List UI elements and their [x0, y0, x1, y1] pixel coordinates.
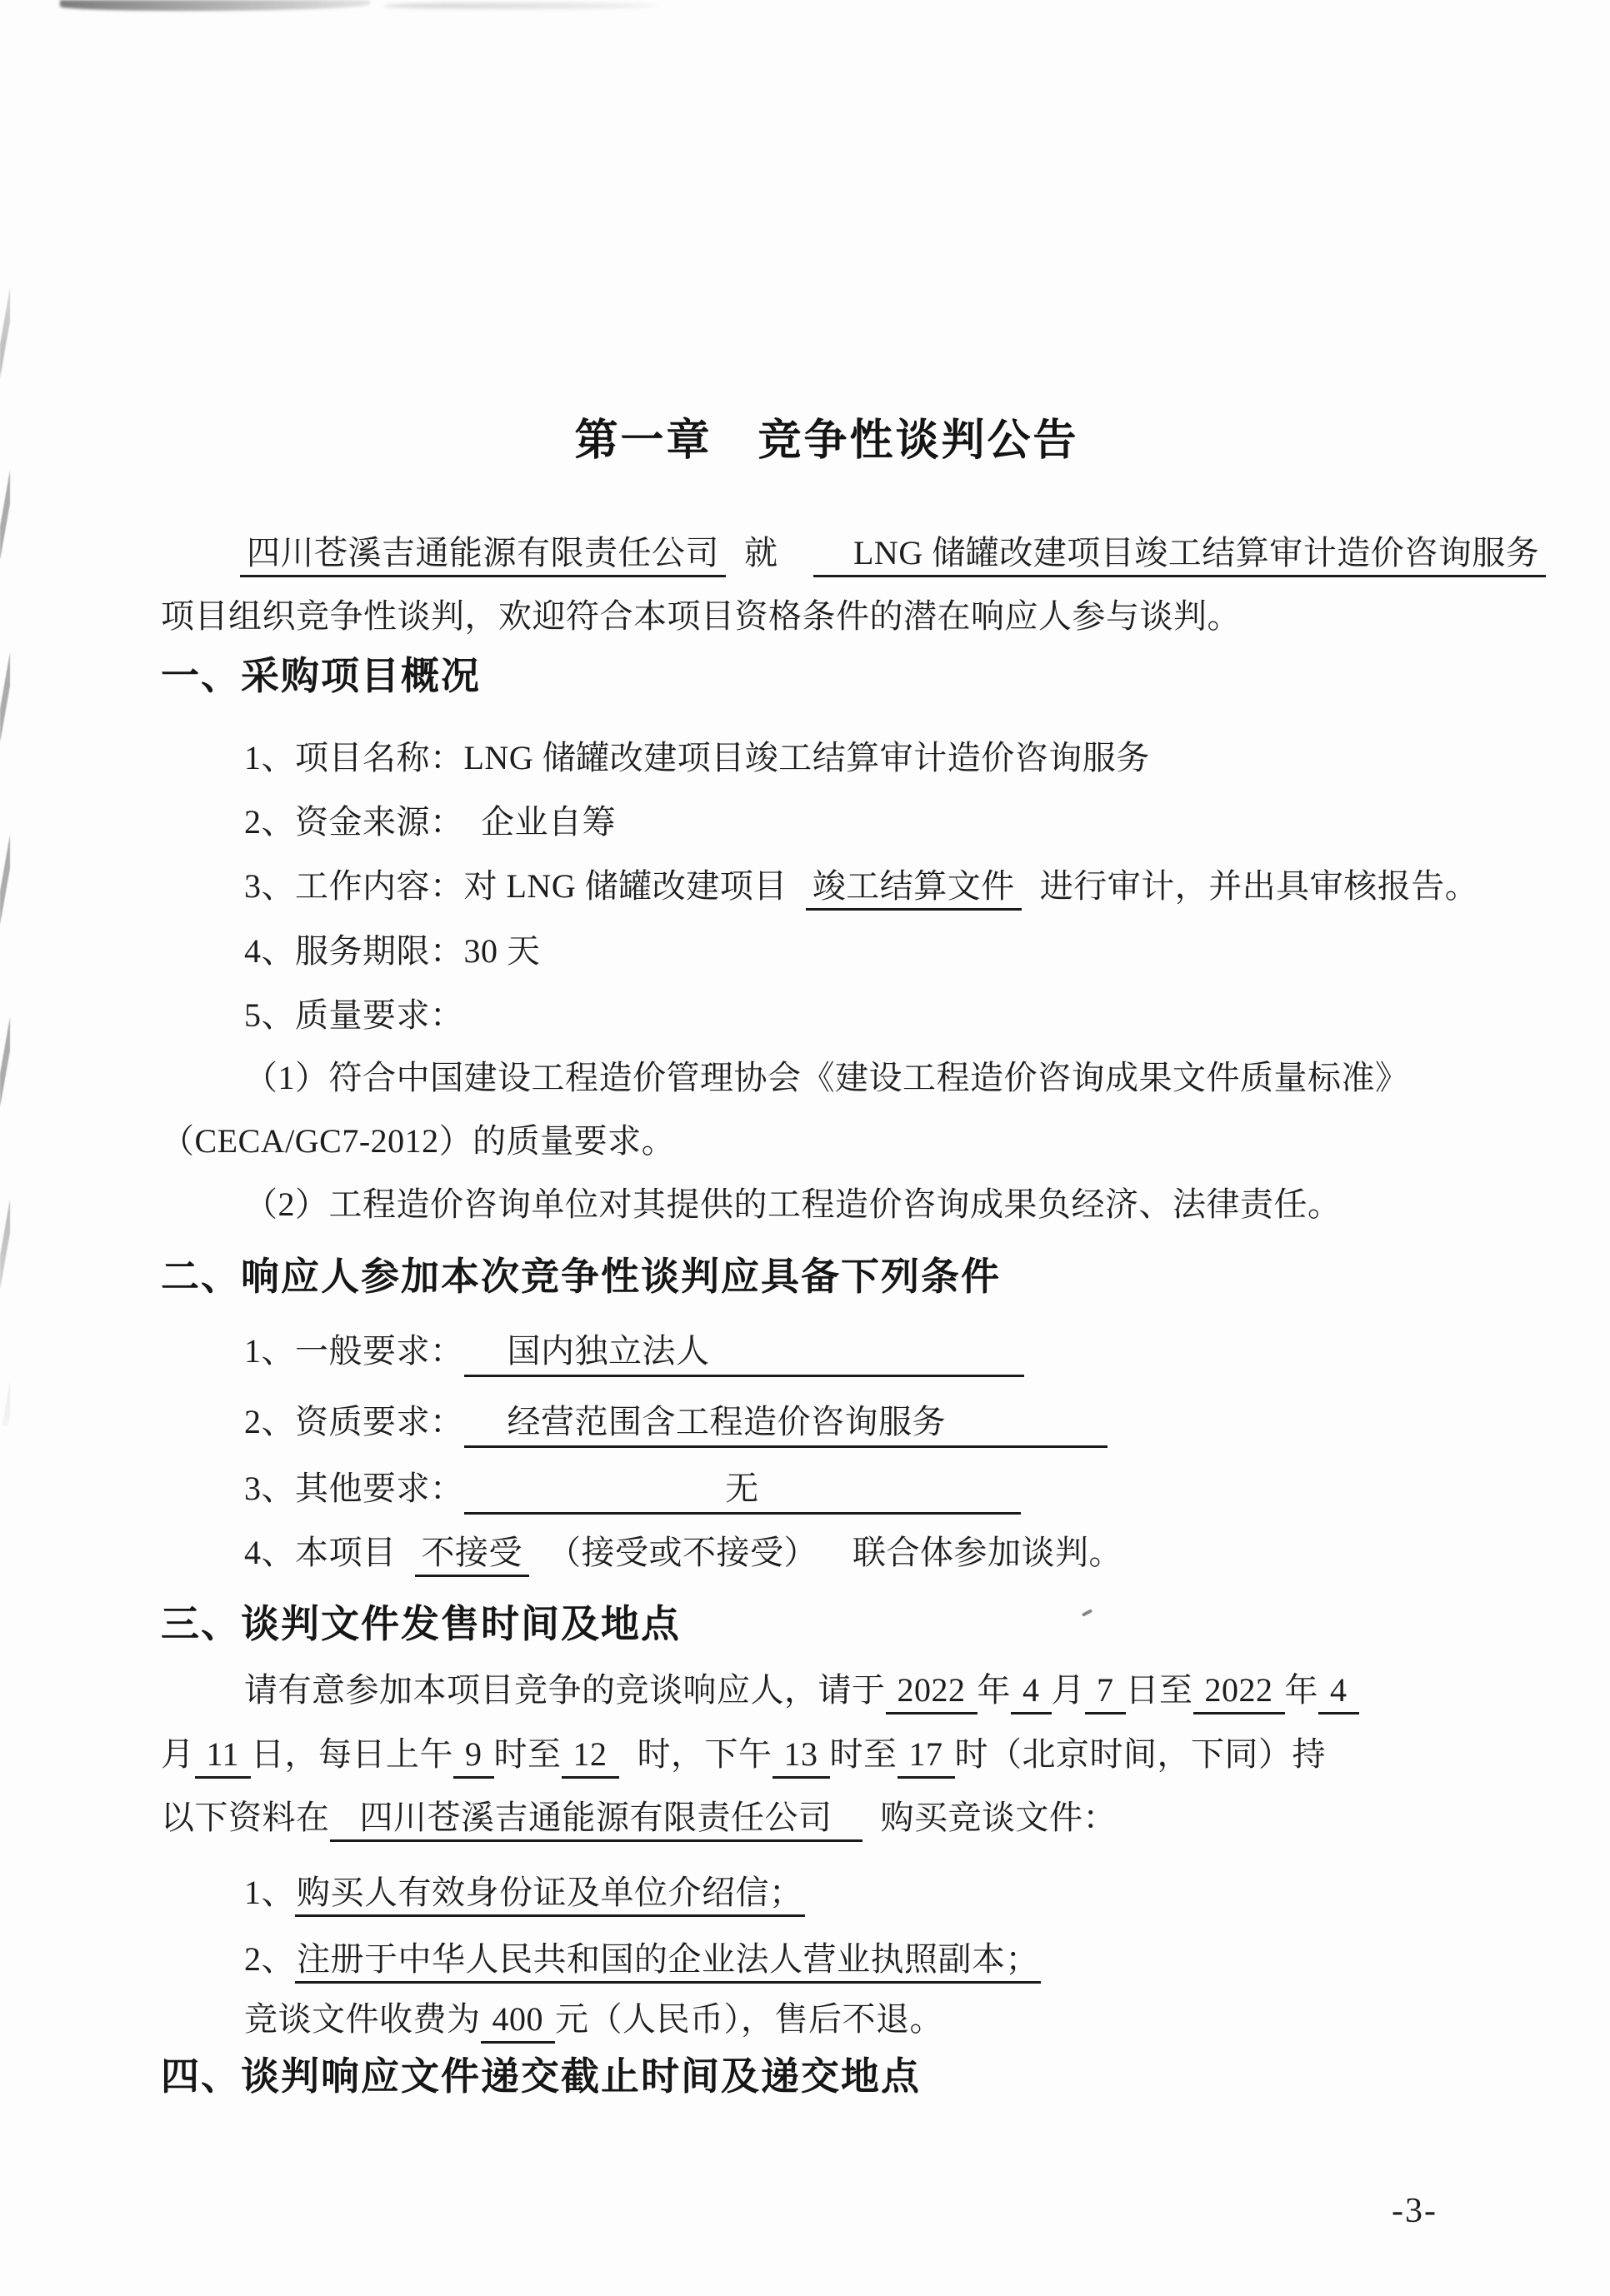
intro-project-underlined: LNG 储罐改建项目竣工结算审计造价咨询服务	[813, 534, 1547, 577]
sale-start-day: 7	[1085, 1671, 1126, 1715]
intro-paragraph-line-1	[240, 533, 1546, 573]
intro-connector: 就	[744, 534, 778, 572]
afternoon-close-hour: 17	[898, 1735, 955, 1779]
section-3-heading: 三、谈判文件发售时间及地点	[161, 1602, 681, 1645]
section-2-item-3: 3、其他要求： 无	[244, 1469, 1021, 1515]
section-2-item-4: 4、本项目 不接受 （接受或不接受） 联合体参加谈判。	[244, 1533, 1122, 1573]
sale-end-year: 2022	[1193, 1671, 1285, 1715]
section-1-item-5: 5、质量要求：	[244, 996, 464, 1034]
section-1-item-4: 4、服务期限：30 天	[244, 932, 541, 970]
intro-paragraph-line-2: 项目组织竞争性谈判，欢迎符合本项目资格条件的潜在响应人参与谈判。	[161, 597, 1241, 635]
consortium-accept-underlined: 不接受	[415, 1534, 530, 1577]
section-1-sub-2: （2）工程造价咨询单位对其提供的工程造价咨询成果负经济、法律责任。	[244, 1185, 1342, 1223]
sale-end-day: 11	[195, 1735, 252, 1779]
scan-binding-marks-fade	[0, 196, 12, 1425]
scan-smudge-top	[60, 0, 370, 11]
sale-start-year: 2022	[886, 1671, 978, 1715]
other-requirement-blank: 无	[464, 1469, 1021, 1515]
section-2-heading: 二、响应人参加本次竞争性谈判应具备下列条件	[161, 1255, 1001, 1298]
section-1-heading: 一、采购项目概况	[161, 654, 481, 697]
afternoon-open-hour: 13	[772, 1735, 830, 1779]
morning-close-hour: 12	[562, 1735, 619, 1779]
general-requirement-blank: 国内独立法人	[464, 1331, 1024, 1377]
section-3-paragraph-line-3: 以下资料在 四川苍溪吉通能源有限责任公司 购买竞谈文件：	[161, 1798, 1117, 1838]
chapter-title: 第一章 竞争性谈判公告	[574, 417, 1079, 465]
section-1-item-3: 3、工作内容：对 LNG 储罐改建项目 竣工结算文件 进行审计，并出具审核报告。	[244, 866, 1478, 906]
section-4-heading: 四、谈判响应文件递交截止时间及递交地点	[161, 2054, 921, 2098]
section-3-fee-line: 竞谈文件收费为 400 元（人民币），售后不退。	[244, 1999, 943, 2039]
section-2-item-2: 2、资质要求： 经营范围含工程造价咨询服务	[244, 1402, 1108, 1448]
section-1-sub-1-line-2: （CECA/GC7-2012）的质量要求。	[161, 1122, 676, 1160]
scan-speck	[1082, 1609, 1092, 1617]
section-2-item-1: 1、一般要求： 国内独立法人	[244, 1331, 1024, 1377]
intro-company-underlined: 四川苍溪吉通能源有限责任公司	[240, 534, 726, 577]
section-3-paragraph-line-1: 请有意参加本项目竞争的竞谈响应人，请于 2022 年 4 月 7 日至 2022 年 4	[244, 1670, 1359, 1710]
section-1-item-2: 2、资金来源： 企业自筹	[244, 803, 616, 841]
sale-location-company-underlined: 四川苍溪吉通能源有限责任公司	[330, 1799, 862, 1842]
qualification-requirement-blank: 经营范围含工程造价咨询服务	[464, 1402, 1108, 1448]
morning-open-hour: 9	[453, 1735, 494, 1779]
material-2-underlined: 注册于中华人民共和国的企业法人营业执照副本；	[295, 1940, 1041, 1984]
section-3-material-item-2: 2、注册于中华人民共和国的企业法人营业执照副本；	[244, 1939, 1041, 1979]
material-1-underlined: 购买人有效身份证及单位介绍信；	[295, 1874, 805, 1917]
section-3-paragraph-line-2: 月 11 日，每日上午 9 时至 12 时，下午 13 时至 17 时（北京时间，下同）持	[161, 1734, 1326, 1774]
section-1-item-1: 1、项目名称：LNG 储罐改建项目竣工结算审计造价咨询服务	[244, 739, 1150, 776]
document-fee-underlined: 400	[481, 2000, 556, 2044]
section-3-material-item-1: 1、购买人有效身份证及单位介绍信；	[244, 1873, 805, 1913]
sale-end-month: 4	[1318, 1671, 1359, 1715]
work-content-underlined: 竣工结算文件	[806, 867, 1022, 911]
page-number: -3-	[1392, 2192, 1438, 2230]
scan-smudge-top-faint	[383, 2, 658, 9]
sale-start-month: 4	[1011, 1671, 1052, 1715]
section-1-sub-1-line-1: （1）符合中国建设工程造价管理协会《建设工程造价咨询成果文件质量标准》	[244, 1059, 1409, 1096]
